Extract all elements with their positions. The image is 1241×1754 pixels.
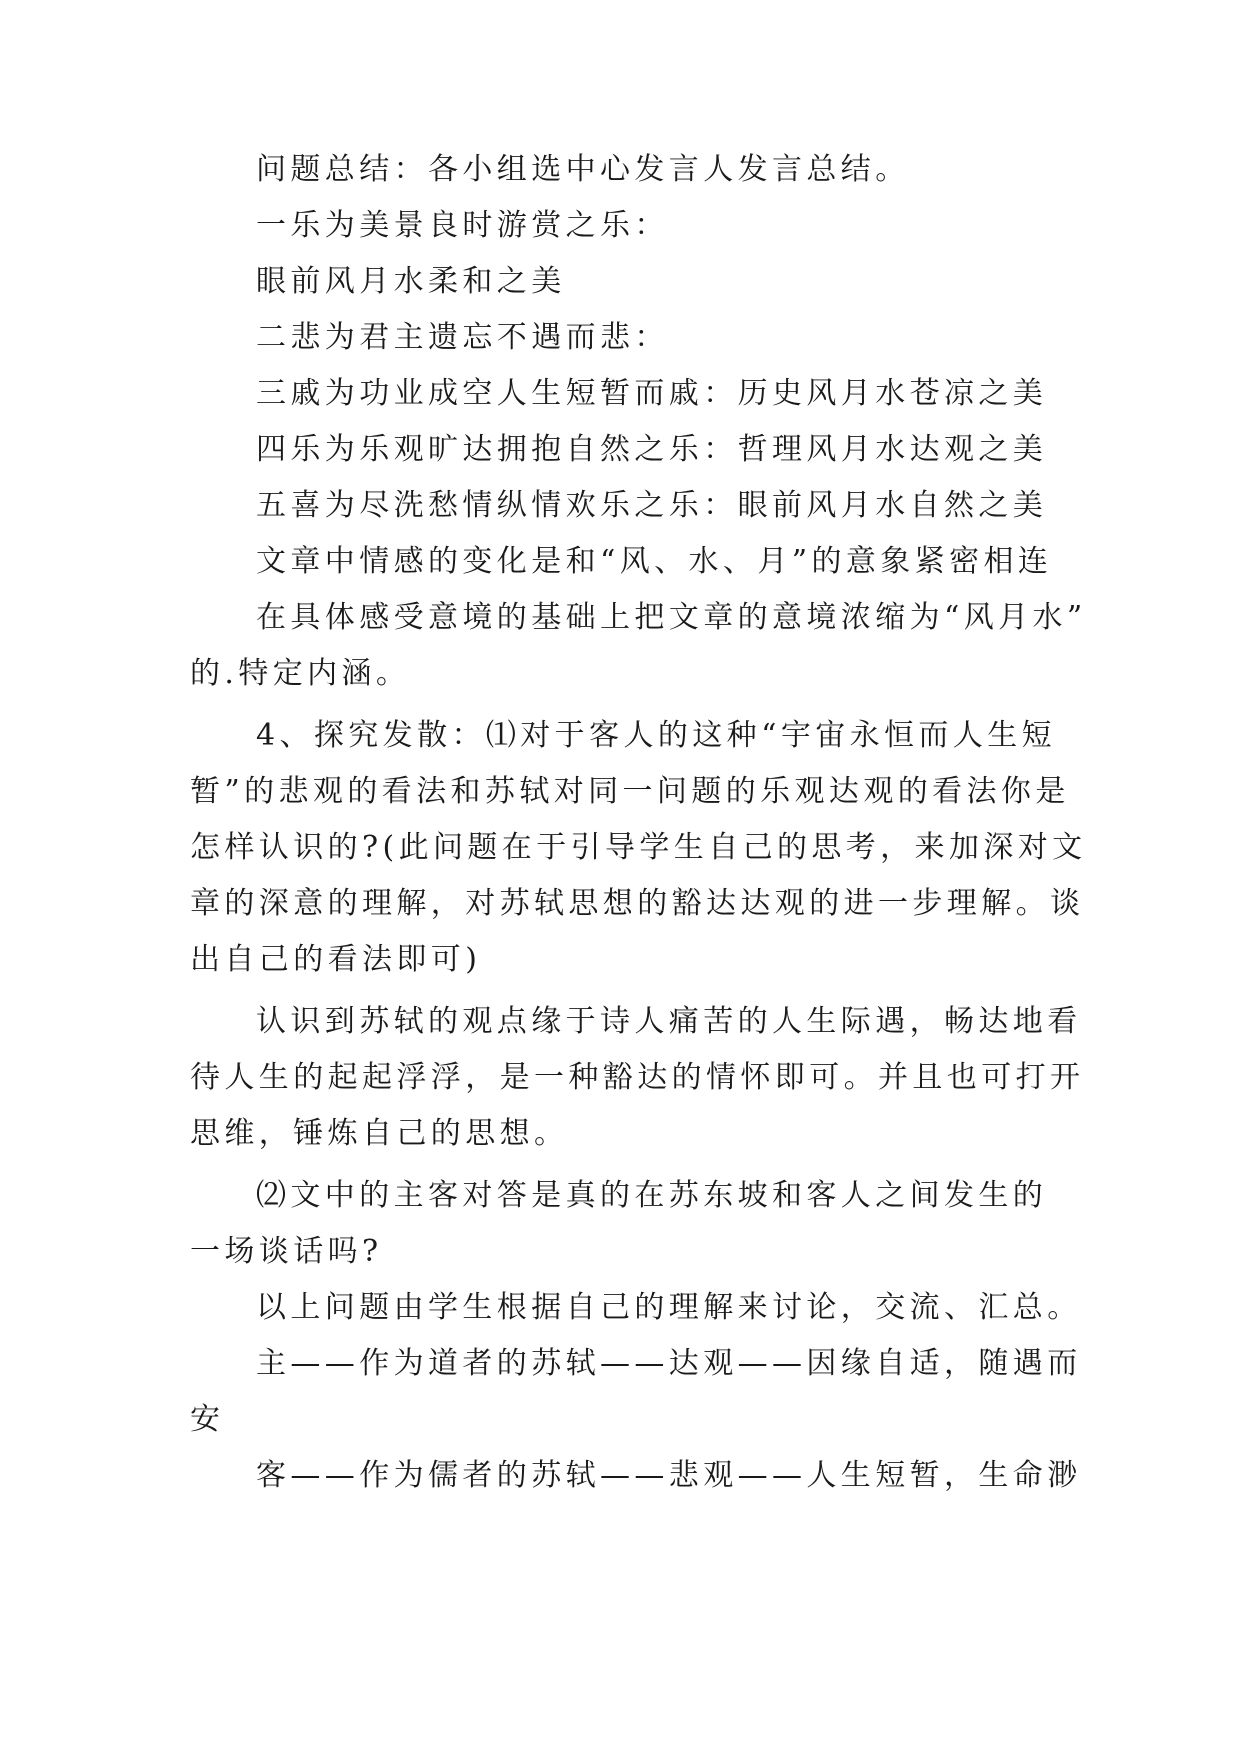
text-line: 文章中情感的变化是和“风、水、月”的意象紧密相连: [256, 544, 1053, 579]
text-line: 在具体感受意境的基础上把文章的意境浓缩为“风月水”: [256, 600, 1087, 635]
text-line: 三戚为功业成空人生短暂而戚：历史风月水苍凉之美: [256, 376, 1048, 411]
text-line: 问题总结：各小组选中心发言人发言总结。: [256, 152, 910, 187]
text-line: 章的深意的理解，对苏轼思想的豁达达观的进一步理解。谈: [190, 886, 1085, 921]
text-line: ⑵文中的主客对答是真的在苏东坡和客人之间发生的: [256, 1178, 1048, 1213]
text-line: 怎样认识的?(此问题在于引导学生自己的思考，来加深对文: [190, 830, 1087, 865]
text-line: 安: [190, 1402, 225, 1437]
text-line: 暂”的悲观的看法和苏轼对同一问题的乐观达观的看法你是: [190, 774, 1070, 809]
text-line: 以上问题由学生根据自己的理解来讨论，交流、汇总。: [256, 1290, 1082, 1325]
text-line: 思维，锤炼自己的思想。: [190, 1116, 569, 1151]
text-line: 认识到苏轼的观点缘于诗人痛苦的人生际遇，畅达地看: [256, 1004, 1082, 1039]
text-line: 出自己的看法即可): [190, 942, 482, 977]
text-line: 主——作为道者的苏轼——达观——因缘自适，随遇而: [256, 1346, 1082, 1381]
text-line: 五喜为尽洗愁情纵情欢乐之乐：眼前风月水自然之美: [256, 488, 1048, 523]
text-line: 一场谈话吗?: [190, 1234, 383, 1269]
text-line: 的.特定内涵。: [190, 656, 411, 691]
text-line: 四乐为乐观旷达拥抱自然之乐：哲理风月水达观之美: [256, 432, 1048, 467]
text-line: 客——作为儒者的苏轼——悲观——人生短暂，生命渺: [256, 1458, 1082, 1493]
text-line: 眼前风月水柔和之美: [256, 264, 566, 299]
text-line: 二悲为君主遗忘不遇而悲：: [256, 320, 669, 355]
text-line: 一乐为美景良时游赏之乐：: [256, 208, 669, 243]
text-line: 待人生的起起浮浮，是一种豁达的情怀即可。并且也可打开: [190, 1060, 1085, 1095]
text-line: 4、探究发散：⑴对于客人的这种“宇宙永恒而人生短: [256, 718, 1057, 753]
